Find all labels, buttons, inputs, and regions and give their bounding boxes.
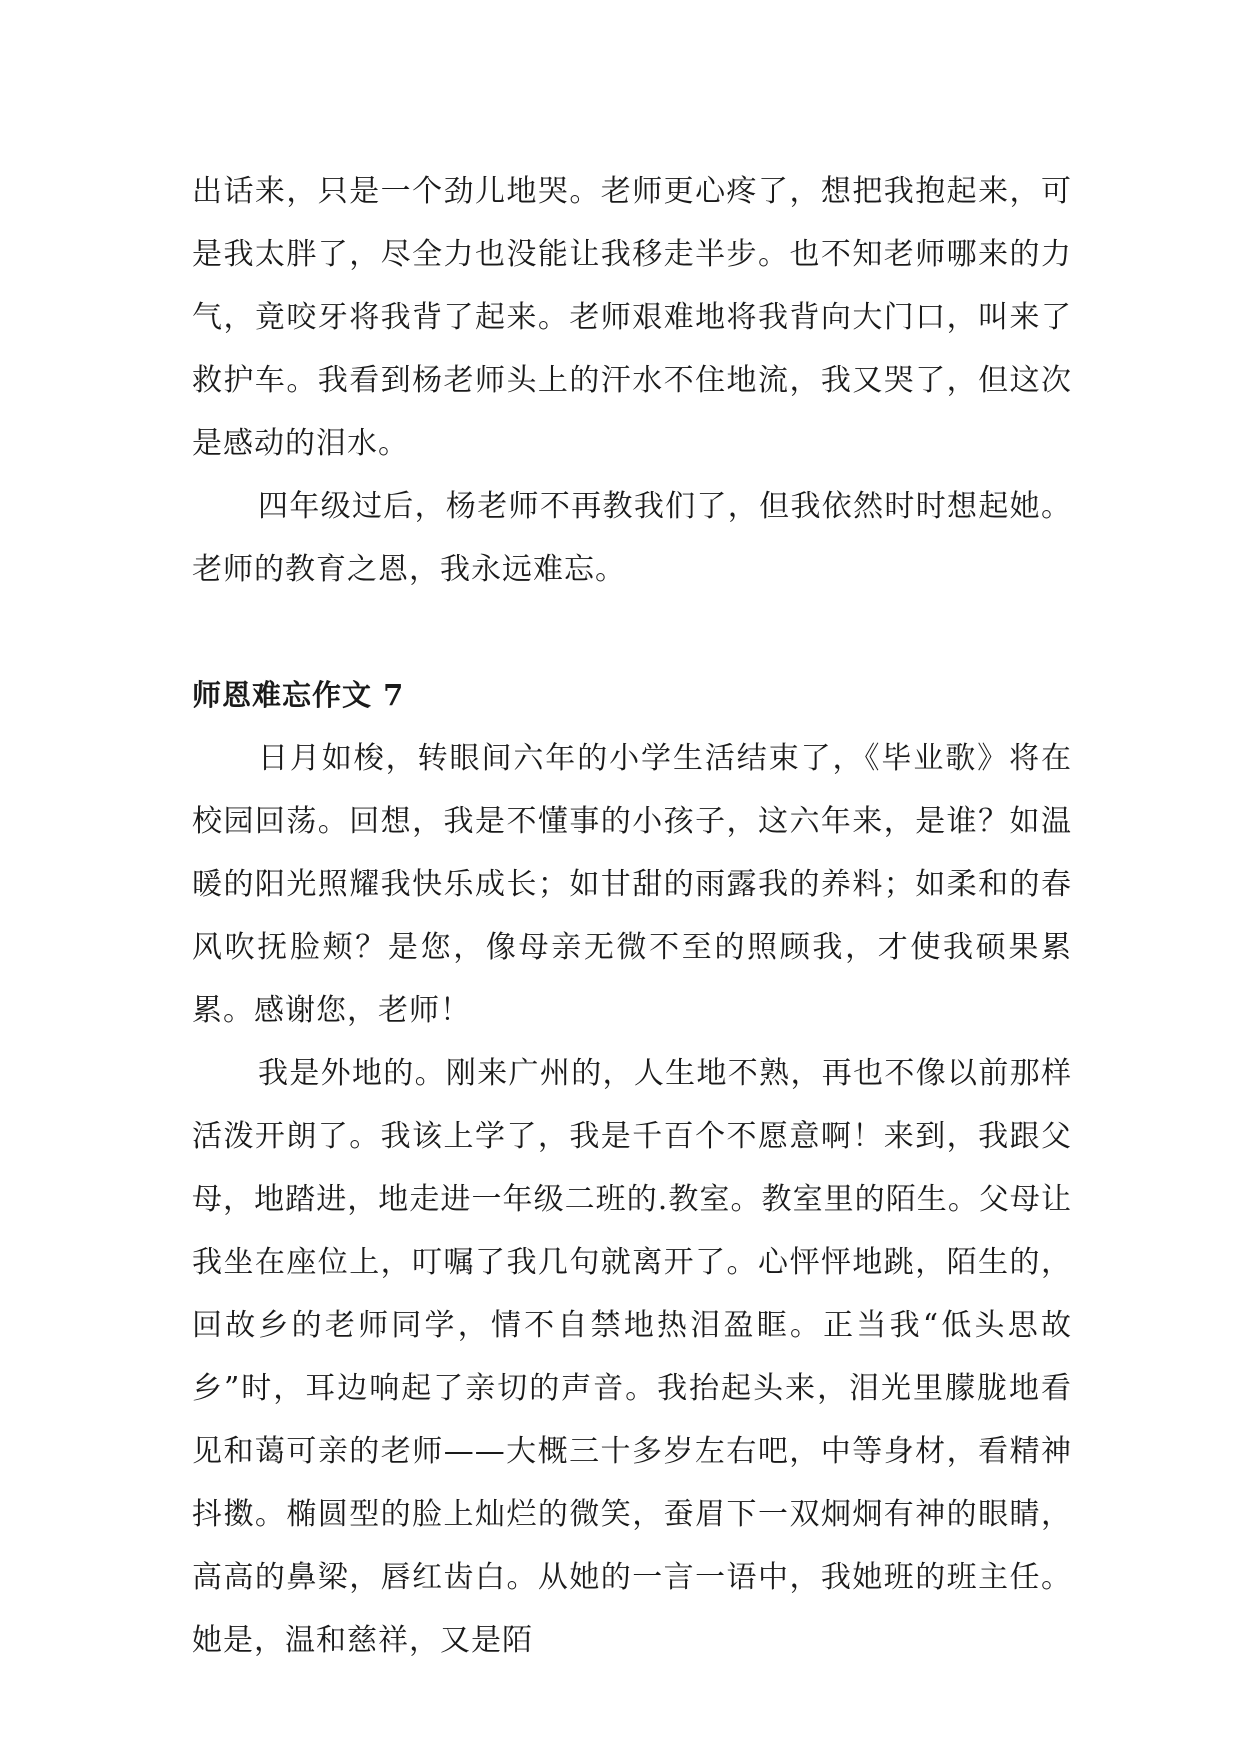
document-body <box>192 160 1072 1672</box>
paragraph-continued: 出话来，只是一个劲儿地哭。老师更心疼了，想把我抱起来，可是我太胖了，尽全力也没能让我移走半步。也不知老师哪来的力气，竟咬牙将我背了起来。老师艰难地将我背向大门口，叫来了救护车。我看到杨老师头上的汗水不住地流，我又哭了，但这次是感动的泪水。 <box>192 174 1072 461</box>
paragraph-closing: 四年级过后，杨老师不再教我们了，但我依然时时想起她。老师的教育之恩，我永远难忘。 <box>192 489 1072 587</box>
paragraph-section-2: 我是外地的。刚来广州的，人生地不熟，再也不像以前那样活泼开朗了。我该上学了，我是千百个不愿意啊！来到，我跟父母，地踏进，地走进一年级二班的.教室。教室里的陌生。父母让我坐在座位上，叮嘱了我几句就离开了。心怦怦地跳，陌生的，回故乡的老师同学，情不自禁地热泪盈眶。正当我“低头思故乡”时，耳边响起了亲切的声音。我抬起头来，泪光里朦胧地看见和蔼可亲的老师——大概三十多岁左右吧，中等身材，看精神抖擞。椭圆型的脸上灿烂的微笑，蚕眉下一双炯炯有神的眼睛，高高的鼻梁，唇红齿白。从她的一言一语中，我她班的班主任。她是，温和慈祥，又是陌 <box>192 1056 1072 1658</box>
section-title: 师恩难忘作文 7 <box>192 678 405 712</box>
paragraph-section-1: 日月如梭，转眼间六年的小学生活结束了，《毕业歌》将在校园回荡。回想，我是不懂事的小孩子，这六年来，是谁？如温暖的阳光照耀我快乐成长；如甘甜的雨露我的养料；如柔和的春风吹抚脸颊？是您，像母亲无微不至的照顾我，才使我硕果累累。感谢您，老师！ <box>192 741 1072 1028</box>
